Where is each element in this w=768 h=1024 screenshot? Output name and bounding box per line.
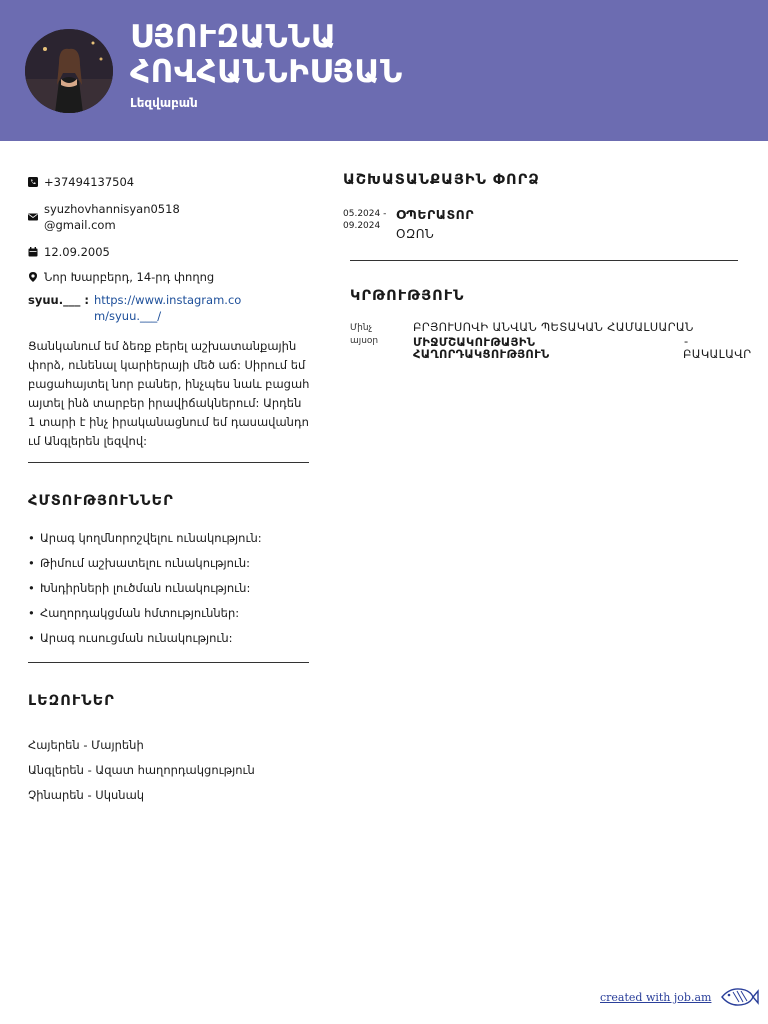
divider bbox=[28, 462, 309, 463]
contact-phone bbox=[28, 174, 134, 190]
address: Նոր Խարբերդ, 14-րդ փողոց bbox=[44, 270, 215, 284]
social-name: syuu.___ : bbox=[28, 293, 89, 307]
job-position: ՕՊԵՐԱՏՈՐ bbox=[396, 207, 475, 222]
envelope-icon bbox=[28, 212, 38, 222]
calendar-icon bbox=[28, 247, 38, 257]
education-period-line-2: այսօր bbox=[350, 336, 379, 346]
bullet-icon: • bbox=[28, 606, 35, 620]
experience-title: ԱՇԽԱՏԱՆՔԱՅԻՆ ՓՈՐՁ bbox=[343, 172, 540, 188]
email-address[interactable] bbox=[44, 201, 180, 233]
job-date-from: 05.2024 - bbox=[343, 209, 387, 219]
name-line-last: ՀՈՎՀԱՆՆԻՍՅԱՆ bbox=[130, 54, 403, 90]
name-line-first: ՍՅՈՒԶԱՆՆԱ bbox=[130, 19, 337, 55]
skill-item bbox=[28, 578, 262, 603]
divider bbox=[350, 260, 738, 261]
education-period-line-1: Մինչ bbox=[350, 323, 373, 333]
skill-item bbox=[28, 628, 262, 653]
email-line-1: syuzhovhannisyan0518 bbox=[44, 202, 180, 216]
phone-number[interactable]: +37494137504 bbox=[44, 175, 135, 189]
bullet-icon: • bbox=[28, 581, 35, 595]
education-title: ԿՐԹՈՒԹՅՈՒՆ bbox=[350, 288, 465, 304]
skills-title: ՀՄՏՈՒԹՅՈՒՆՆԵՐ bbox=[28, 493, 174, 509]
language-item: Չինարեն - Սկսնակ bbox=[28, 788, 145, 802]
language-item: Հայերեն - Մայրենի bbox=[28, 738, 144, 752]
job-company: ՕԶՈՆ bbox=[396, 227, 435, 241]
footer-credit bbox=[600, 984, 759, 1010]
languages-title: ԼԵԶՈՒՆԵՐ bbox=[28, 693, 115, 709]
contact-address bbox=[28, 269, 214, 285]
bullet-icon: • bbox=[28, 631, 35, 645]
skill-text: Խնդիրների լուծման ունակություն: bbox=[40, 581, 251, 595]
about-summary: Ցանկանում եմ ձեռք բերել աշխատանքային փորձ, ունենալ կարիերայի մեծ աճ: Սիրում եմ բացահայտել նոր բաներ, ինչպես նաև բացահայտել ինձ տարբեր իրավիճակներում: Արդեն 1 տարի է ինչ իրականացնում եմ դասավանդում Անգլերեն լեզվով: bbox=[28, 339, 310, 448]
skills-list bbox=[28, 528, 262, 653]
skill-item bbox=[28, 553, 262, 578]
job-date-to: 09.2024 bbox=[343, 221, 381, 231]
birthdate: 12.09.2005 bbox=[44, 245, 110, 259]
phone-icon bbox=[28, 177, 38, 187]
divider bbox=[28, 662, 309, 663]
degree: ԲԱԿԱԼԱՎՐ bbox=[683, 347, 752, 361]
profession: Լեզվաբան bbox=[130, 96, 198, 110]
full-name bbox=[130, 20, 403, 90]
location-pin-icon bbox=[28, 272, 38, 282]
skill-text: Թիմում աշխատելու ունակություն: bbox=[40, 556, 251, 570]
faculty-name bbox=[413, 336, 673, 360]
job-date-range bbox=[343, 208, 386, 232]
degree-separator: - bbox=[684, 334, 689, 348]
bullet-icon: • bbox=[28, 531, 35, 545]
skill-text: Արագ կողմնորոշվելու ունակություն: bbox=[40, 531, 262, 545]
languages-list bbox=[28, 735, 255, 810]
social-profile bbox=[28, 292, 254, 324]
university-name: ԲՐՅՈՒՍՈՎԻ ԱՆՎԱՆ ՊԵՏԱԿԱՆ ՀԱՄԱԼՍԱՐԱՆ bbox=[413, 320, 694, 334]
jobam-credit-link[interactable]: created with job.am bbox=[600, 990, 712, 1004]
social-link[interactable]: https://www.instagram.com/syuu.___/ bbox=[93, 293, 242, 323]
skill-text: Արագ ուսուցման ունակություն: bbox=[40, 631, 233, 645]
skill-item bbox=[28, 603, 262, 628]
faculty-line-2: ՀԱՂՈՐԴԱԿՑՈՒԹՅՈՒՆ bbox=[413, 347, 550, 361]
faculty-line-1: ՄԻՋՄՇԱԿՈՒԹԱՅԻՆ bbox=[413, 335, 536, 349]
contact-birthdate bbox=[28, 244, 110, 260]
contact-email bbox=[28, 201, 180, 233]
fish-logo-icon[interactable] bbox=[719, 984, 759, 1010]
skill-item bbox=[28, 528, 262, 553]
profile-photo bbox=[25, 29, 113, 113]
language-item: Անգլերեն - Ազատ հաղորդակցություն bbox=[28, 763, 255, 777]
skill-text: Հաղորդակցման հմտություններ: bbox=[40, 606, 240, 620]
bullet-icon: • bbox=[28, 556, 35, 570]
email-line-2: @gmail.com bbox=[44, 218, 116, 232]
education-period bbox=[350, 322, 378, 348]
profile-photo-image bbox=[25, 29, 113, 113]
